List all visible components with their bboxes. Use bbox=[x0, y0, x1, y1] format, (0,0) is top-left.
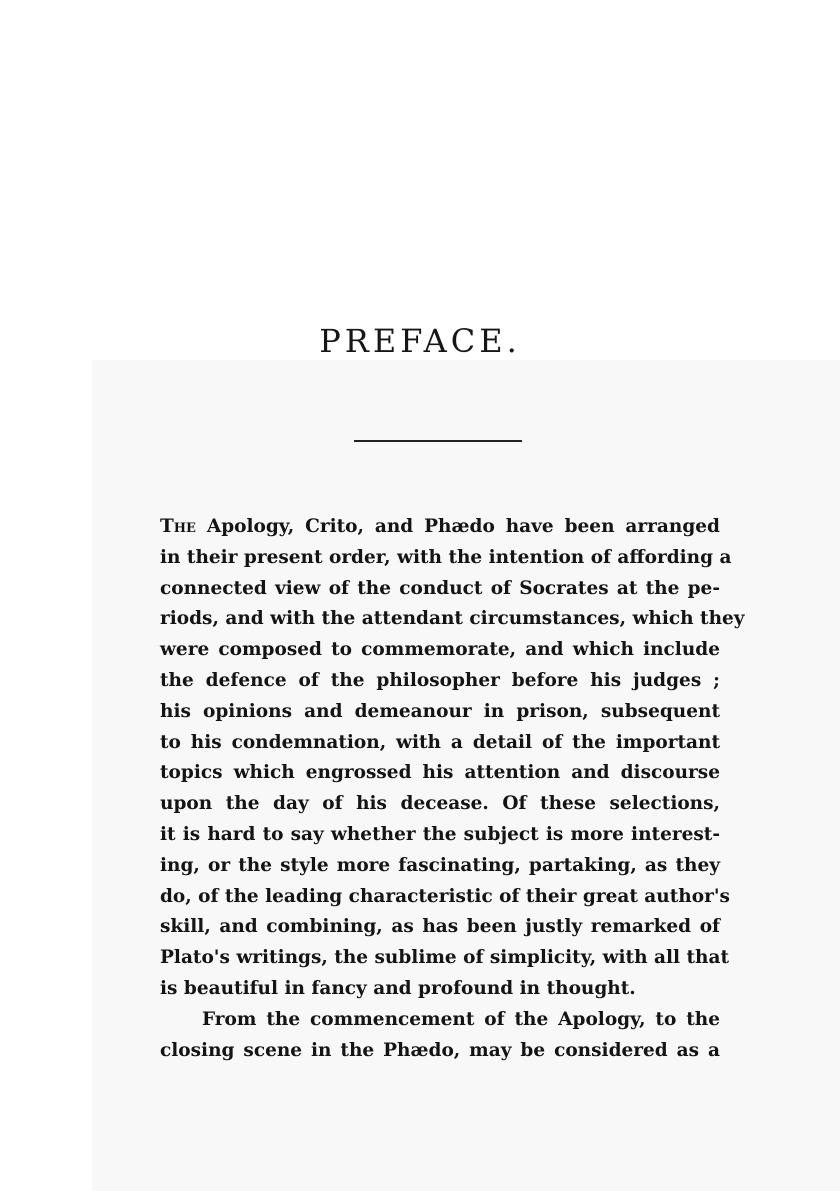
title-rule bbox=[354, 440, 522, 442]
text-line: connected view of the conduct of Socrates at the pe- bbox=[160, 577, 720, 599]
text-line: in their present order, with the intention of affording a bbox=[160, 546, 732, 568]
text-line: the defence of the philosopher before his judges ; bbox=[160, 669, 720, 691]
text-line: From the commencement of the Apology, to the bbox=[202, 1008, 720, 1030]
text-line: is beautiful in fancy and profound in thought. bbox=[160, 977, 636, 999]
text-line: riods, and with the attendant circumstances, which they bbox=[160, 608, 745, 630]
page-title: PREFACE. bbox=[319, 322, 521, 360]
text-line: closing scene in the Phædo, may be considered as a bbox=[160, 1039, 720, 1061]
text-line: were composed to commemorate, and which include bbox=[160, 639, 720, 661]
text-line: it is hard to say whether the subject is more interest- bbox=[160, 823, 720, 845]
text-line: topics which engrossed his attention and discourse bbox=[160, 762, 720, 784]
body-text bbox=[160, 512, 745, 1066]
text-line: do, of the leading characteristic of their great author's bbox=[160, 885, 730, 907]
drop-word: The bbox=[160, 516, 196, 537]
text-line: his opinions and demeanour in prison, subsequent bbox=[160, 700, 720, 722]
text-line: upon the day of his decease. Of these selections, bbox=[160, 793, 720, 815]
text-line: The Apology, Crito, and Phædo have been arranged bbox=[160, 516, 720, 537]
text-line: skill, and combining, as has been justly remarked of bbox=[160, 916, 720, 938]
text-line: Plato's writings, the sublime of simplicity, with all that bbox=[160, 947, 729, 969]
text-line: to his condemnation, with a detail of the important bbox=[160, 731, 720, 753]
text-line: ing, or the style more fascinating, partaking, as they bbox=[160, 854, 720, 876]
